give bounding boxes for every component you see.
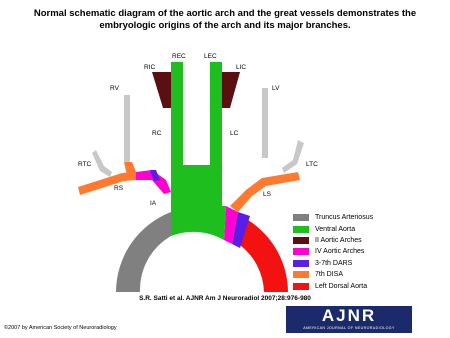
legend-item	[293, 269, 373, 280]
ventral-aorta	[171, 62, 226, 240]
legend-label: 7th DISA	[315, 271, 344, 279]
title-line-1: Normal schematic diagram of the aortic arch and the great vessels demonstrates the	[33, 8, 417, 19]
label-rec: REC	[172, 53, 186, 60]
left-thyrocervical-trunk	[282, 140, 304, 173]
legend-item	[293, 223, 373, 234]
legend-swatch	[293, 214, 309, 221]
legend-swatch	[293, 248, 309, 255]
label-rtc: RTC	[78, 161, 92, 168]
legend-swatch	[293, 271, 309, 278]
copyright-notice: ©2007 by American Society of Neuroradiology	[4, 325, 117, 331]
legend-label: 3-7th DARS	[315, 259, 353, 267]
legend-swatch	[293, 260, 309, 267]
legend-swatch	[293, 237, 309, 244]
legend	[293, 212, 373, 292]
logo-subtitle: AMERICAN JOURNAL OF NEURORADIOLOGY	[303, 326, 395, 330]
legend-label: II Aortic Arches	[315, 236, 362, 244]
label-rc: RC	[152, 130, 162, 137]
legend-swatch	[293, 226, 309, 233]
legend-label: IV Aortic Arches	[315, 248, 365, 256]
logo-wordmark: AJNR	[321, 306, 377, 325]
legend-label: Left Dorsal Aorta	[315, 282, 368, 290]
legend-label: Truncus Arteriosus	[315, 214, 374, 222]
label-ltc: LTC	[306, 161, 318, 168]
label-rs: RS	[114, 185, 124, 192]
label-lic: LIC	[236, 64, 247, 71]
title-line-2: embryologic origins of the arch and its major branches.	[99, 20, 351, 31]
label-lec: LEC	[204, 53, 217, 60]
left-vertebral-artery	[262, 88, 268, 158]
legend-swatch	[293, 283, 309, 290]
label-ia: IA	[150, 200, 157, 207]
citation: S.R. Satti et al. AJNR Am J Neuroradiol 2007;28:976-980	[139, 295, 311, 302]
legend-item	[293, 212, 373, 223]
legend-item	[293, 246, 373, 257]
truncus-arteriosus-segment	[116, 212, 171, 292]
right-thyrocervical-trunk	[92, 150, 112, 177]
legend-item	[293, 280, 373, 291]
legend-label: Ventral Aorta	[315, 225, 356, 233]
label-lv: LV	[272, 85, 280, 92]
label-ric: RIC	[144, 64, 156, 71]
label-lc: LC	[230, 130, 239, 137]
left-second-aortic-arch	[222, 72, 240, 108]
ajnr-logo	[286, 306, 412, 333]
legend-item	[293, 235, 373, 246]
label-ls: LS	[263, 191, 271, 198]
right-vertebral-artery	[124, 95, 130, 162]
left-dorsal-aorta-segment	[240, 220, 288, 292]
legend-item	[293, 258, 373, 269]
right-second-aortic-arch	[152, 72, 171, 108]
label-rv: RV	[110, 85, 119, 92]
